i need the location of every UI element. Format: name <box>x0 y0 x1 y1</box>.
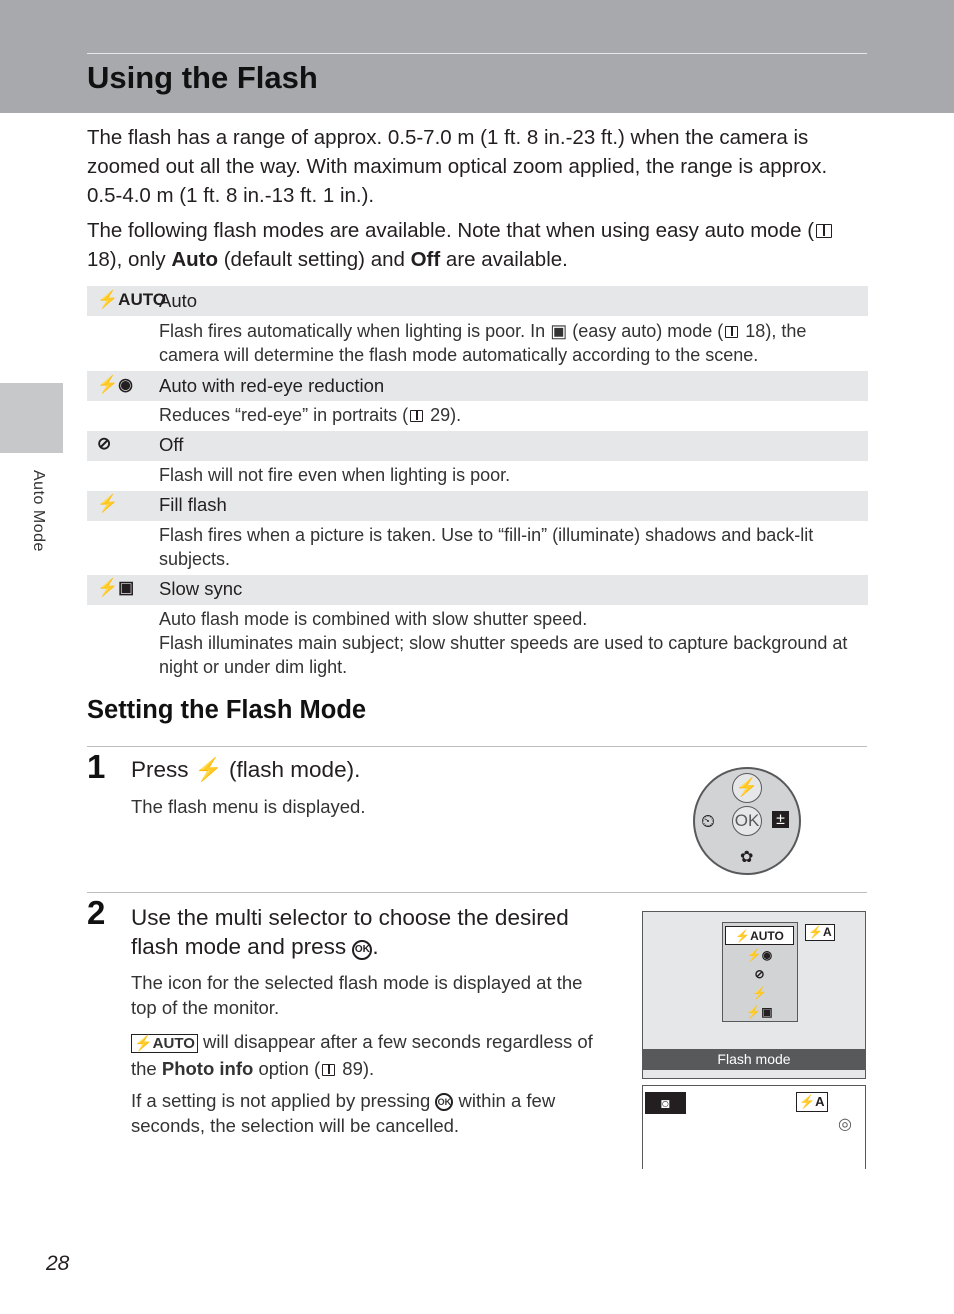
step-text: The icon for the selected flash mode is displayed at the top of the monitor. <box>131 972 583 1018</box>
book-icon <box>410 410 423 422</box>
step-text: If a setting is not applied by pressing OK within a few seconds, the selection will be cancelled. <box>131 1090 556 1136</box>
mode-description: Auto flash mode is combined with slow shutter speed. Flash illuminates main subject; slow shutter speeds are used to capture background at night or under dim light. <box>159 609 848 677</box>
step-rule <box>87 892 867 893</box>
mode-name: Fill flash <box>159 494 227 515</box>
ok-icon: OK <box>435 1093 453 1111</box>
mode-description: Reduces “red-eye” in portraits ( 29). <box>159 405 462 425</box>
mode-name: Auto with red-eye reduction <box>159 375 385 396</box>
menu-item-fill: ⚡ <box>752 986 767 1000</box>
mode-row-off <box>87 431 868 461</box>
shooting-screen <box>642 1085 866 1169</box>
screen-caption: Flash mode <box>643 1049 865 1070</box>
flash-auto-indicator-icon: ⚡A <box>796 1092 828 1112</box>
page-title: Using the Flash <box>87 60 318 95</box>
flash-icon: ⚡ <box>194 757 223 782</box>
mode-description: Flash will not fire even when lighting is poor. <box>159 465 511 485</box>
intro-paragraph-1: The flash has a range of approx. 0.5-7.0 m (1 ft. 8 in.-23 ft.) when the camera is zoomed out all the way. With maximum optical zoom applied, the range is approx. 0.5-4.0 m (1 ft. 8 in.-13 ft. 1 in.). <box>87 126 828 207</box>
flash-red-eye-icon: ⚡◉ <box>97 375 134 394</box>
book-icon <box>725 326 738 338</box>
flash-auto-icon: ⚡AUTO <box>97 290 167 309</box>
intro-paragraph-2: The following flash modes are available. Note that when using easy auto mode ( 18), only Auto (default setting) and Off are available. <box>87 216 867 274</box>
step-text: ⚡AUTO will disappear after a few seconds regardless of the Photo info option ( 89). <box>131 1031 593 1079</box>
menu-item-auto: ⚡AUTO <box>725 926 794 945</box>
side-tab <box>0 383 63 453</box>
menu-item-red-eye: ⚡◉ <box>746 948 773 962</box>
book-icon <box>322 1064 335 1076</box>
ok-icon: OK <box>352 940 372 960</box>
multi-selector-diagram <box>693 767 801 875</box>
exposure-compensation-icon: ± <box>772 811 789 828</box>
menu-item-off: ⊘ <box>754 967 765 981</box>
mode-name: Auto <box>159 290 198 311</box>
menu-item-slow-sync: ⚡▣ <box>746 1005 773 1019</box>
section-heading: Setting the Flash Mode <box>87 696 367 724</box>
flash-slow-sync-icon: ⚡▣ <box>97 578 135 597</box>
vibration-reduction-icon: ◎ <box>838 1116 852 1133</box>
step-number: 1 <box>87 748 106 785</box>
step-title: Use the multi selector to choose the desired flash mode and press OK . <box>131 905 569 959</box>
step-number: 2 <box>87 894 106 931</box>
flash-menu <box>722 922 798 1022</box>
mode-description: Flash fires automatically when lighting is poor. In ▣ (easy auto) mode ( 18), the camera will determine the flash mode automatically according to the scene. <box>159 321 807 365</box>
step-text: The flash menu is displayed. <box>131 796 366 817</box>
flash-auto-icon: ⚡AUTO <box>131 1034 198 1053</box>
easy-auto-icon: ▣ <box>550 321 568 341</box>
side-tab-label: Auto Mode <box>30 470 47 552</box>
macro-icon: ✿ <box>740 849 754 866</box>
mode-name: Off <box>159 434 184 455</box>
self-timer-icon: ⏲ <box>701 811 716 831</box>
header-rule <box>87 53 867 54</box>
mode-name: Slow sync <box>159 578 243 599</box>
mode-description: Flash fires when a picture is taken. Use to “fill-in” (illuminate) shadows and back-lit subjects. <box>159 525 814 569</box>
header-band <box>0 0 954 113</box>
flash-auto-indicator-icon: ⚡A <box>805 924 835 941</box>
page-number: 28 <box>46 1252 70 1275</box>
flash-off-icon: ⊘ <box>97 434 112 453</box>
flash-fill-icon: ⚡ <box>97 494 119 513</box>
flash-menu-screen <box>642 911 866 1079</box>
camera-mode-icon: ◙ <box>645 1092 686 1114</box>
flash-icon: ⚡ <box>732 773 762 803</box>
mode-row-auto <box>87 286 868 316</box>
section-rule <box>87 746 867 747</box>
step-title: Press ⚡ (flash mode). <box>131 757 361 782</box>
ok-button-icon: OK <box>732 806 762 836</box>
book-icon <box>816 224 832 238</box>
